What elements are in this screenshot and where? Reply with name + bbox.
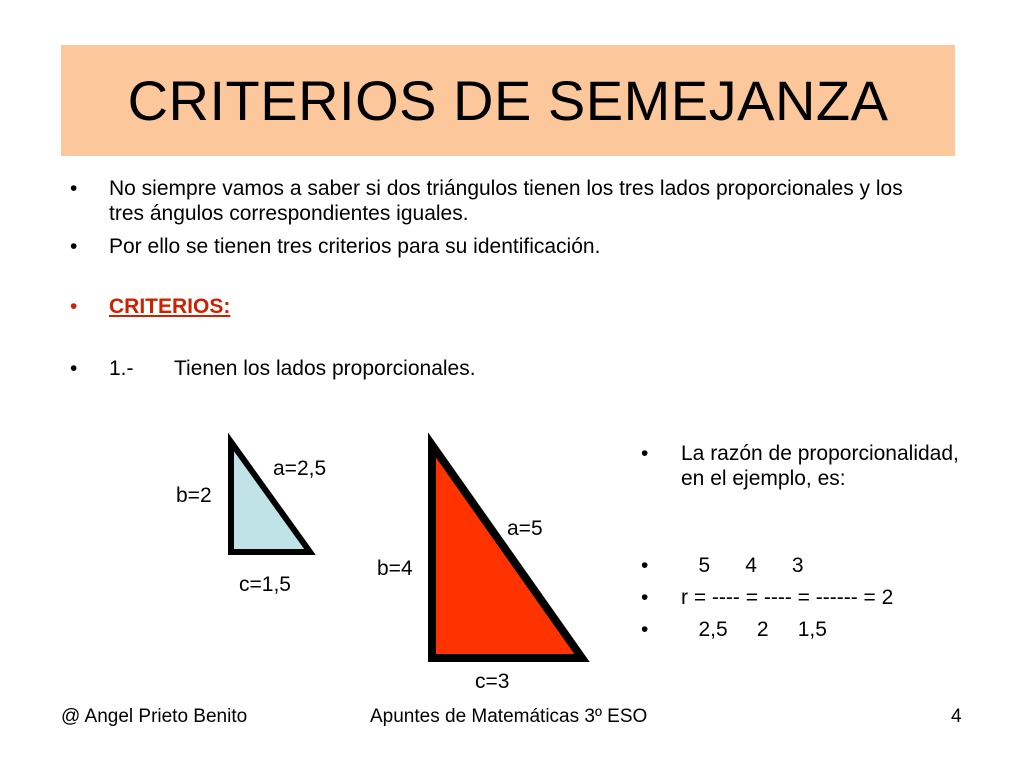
page-number: 4 [951, 706, 962, 727]
small-side-b-label: b=2 [176, 484, 212, 507]
bullet-dot: • [70, 177, 78, 200]
criterion-number: 1.- [109, 357, 134, 380]
footer-author: @ Angel Prieto Benito [61, 706, 248, 727]
bullet-dot: • [70, 295, 78, 318]
large-side-b-label: b=4 [377, 557, 413, 580]
bullet-text: Por ello se tienen tres criterios para su identificación. [109, 235, 601, 258]
footer-course: Apuntes de Matemáticas 3º ESO [370, 706, 648, 727]
criterion-text: Tienen los lados proporcionales. [174, 357, 476, 380]
ratio-formula: r = ---- = ---- = ------ = 2 [681, 586, 894, 609]
bullet-dot: • [641, 618, 649, 641]
large-side-c-label: c=3 [475, 670, 510, 693]
bullet-dot: • [641, 586, 649, 609]
large-side-a-label: a=5 [507, 517, 543, 540]
criterios-heading: CRITERIOS: [109, 295, 231, 318]
small-side-a-label: a=2,5 [273, 457, 327, 480]
bullet-dot: • [641, 442, 649, 465]
large-triangle [432, 445, 582, 658]
bullet-dot: • [641, 554, 649, 577]
bullet-dot: • [70, 357, 78, 380]
ratio-denominators: 2,5 2 1,5 [681, 618, 827, 641]
small-side-c-label: c=1,5 [239, 573, 291, 596]
ratio-intro: La razón de proporcionalidad, en el ejemplo, es: [681, 442, 959, 490]
page-title: CRITERIOS DE SEMEJANZA [127, 69, 889, 132]
ratio-numerators: 5 4 3 [681, 554, 804, 577]
bullet-dot: • [70, 235, 78, 258]
bullet-text: No siempre vamos a saber si dos triángulos tienen los tres lados proporcionales y los tres ángulos correspondientes iguales. [109, 177, 903, 225]
